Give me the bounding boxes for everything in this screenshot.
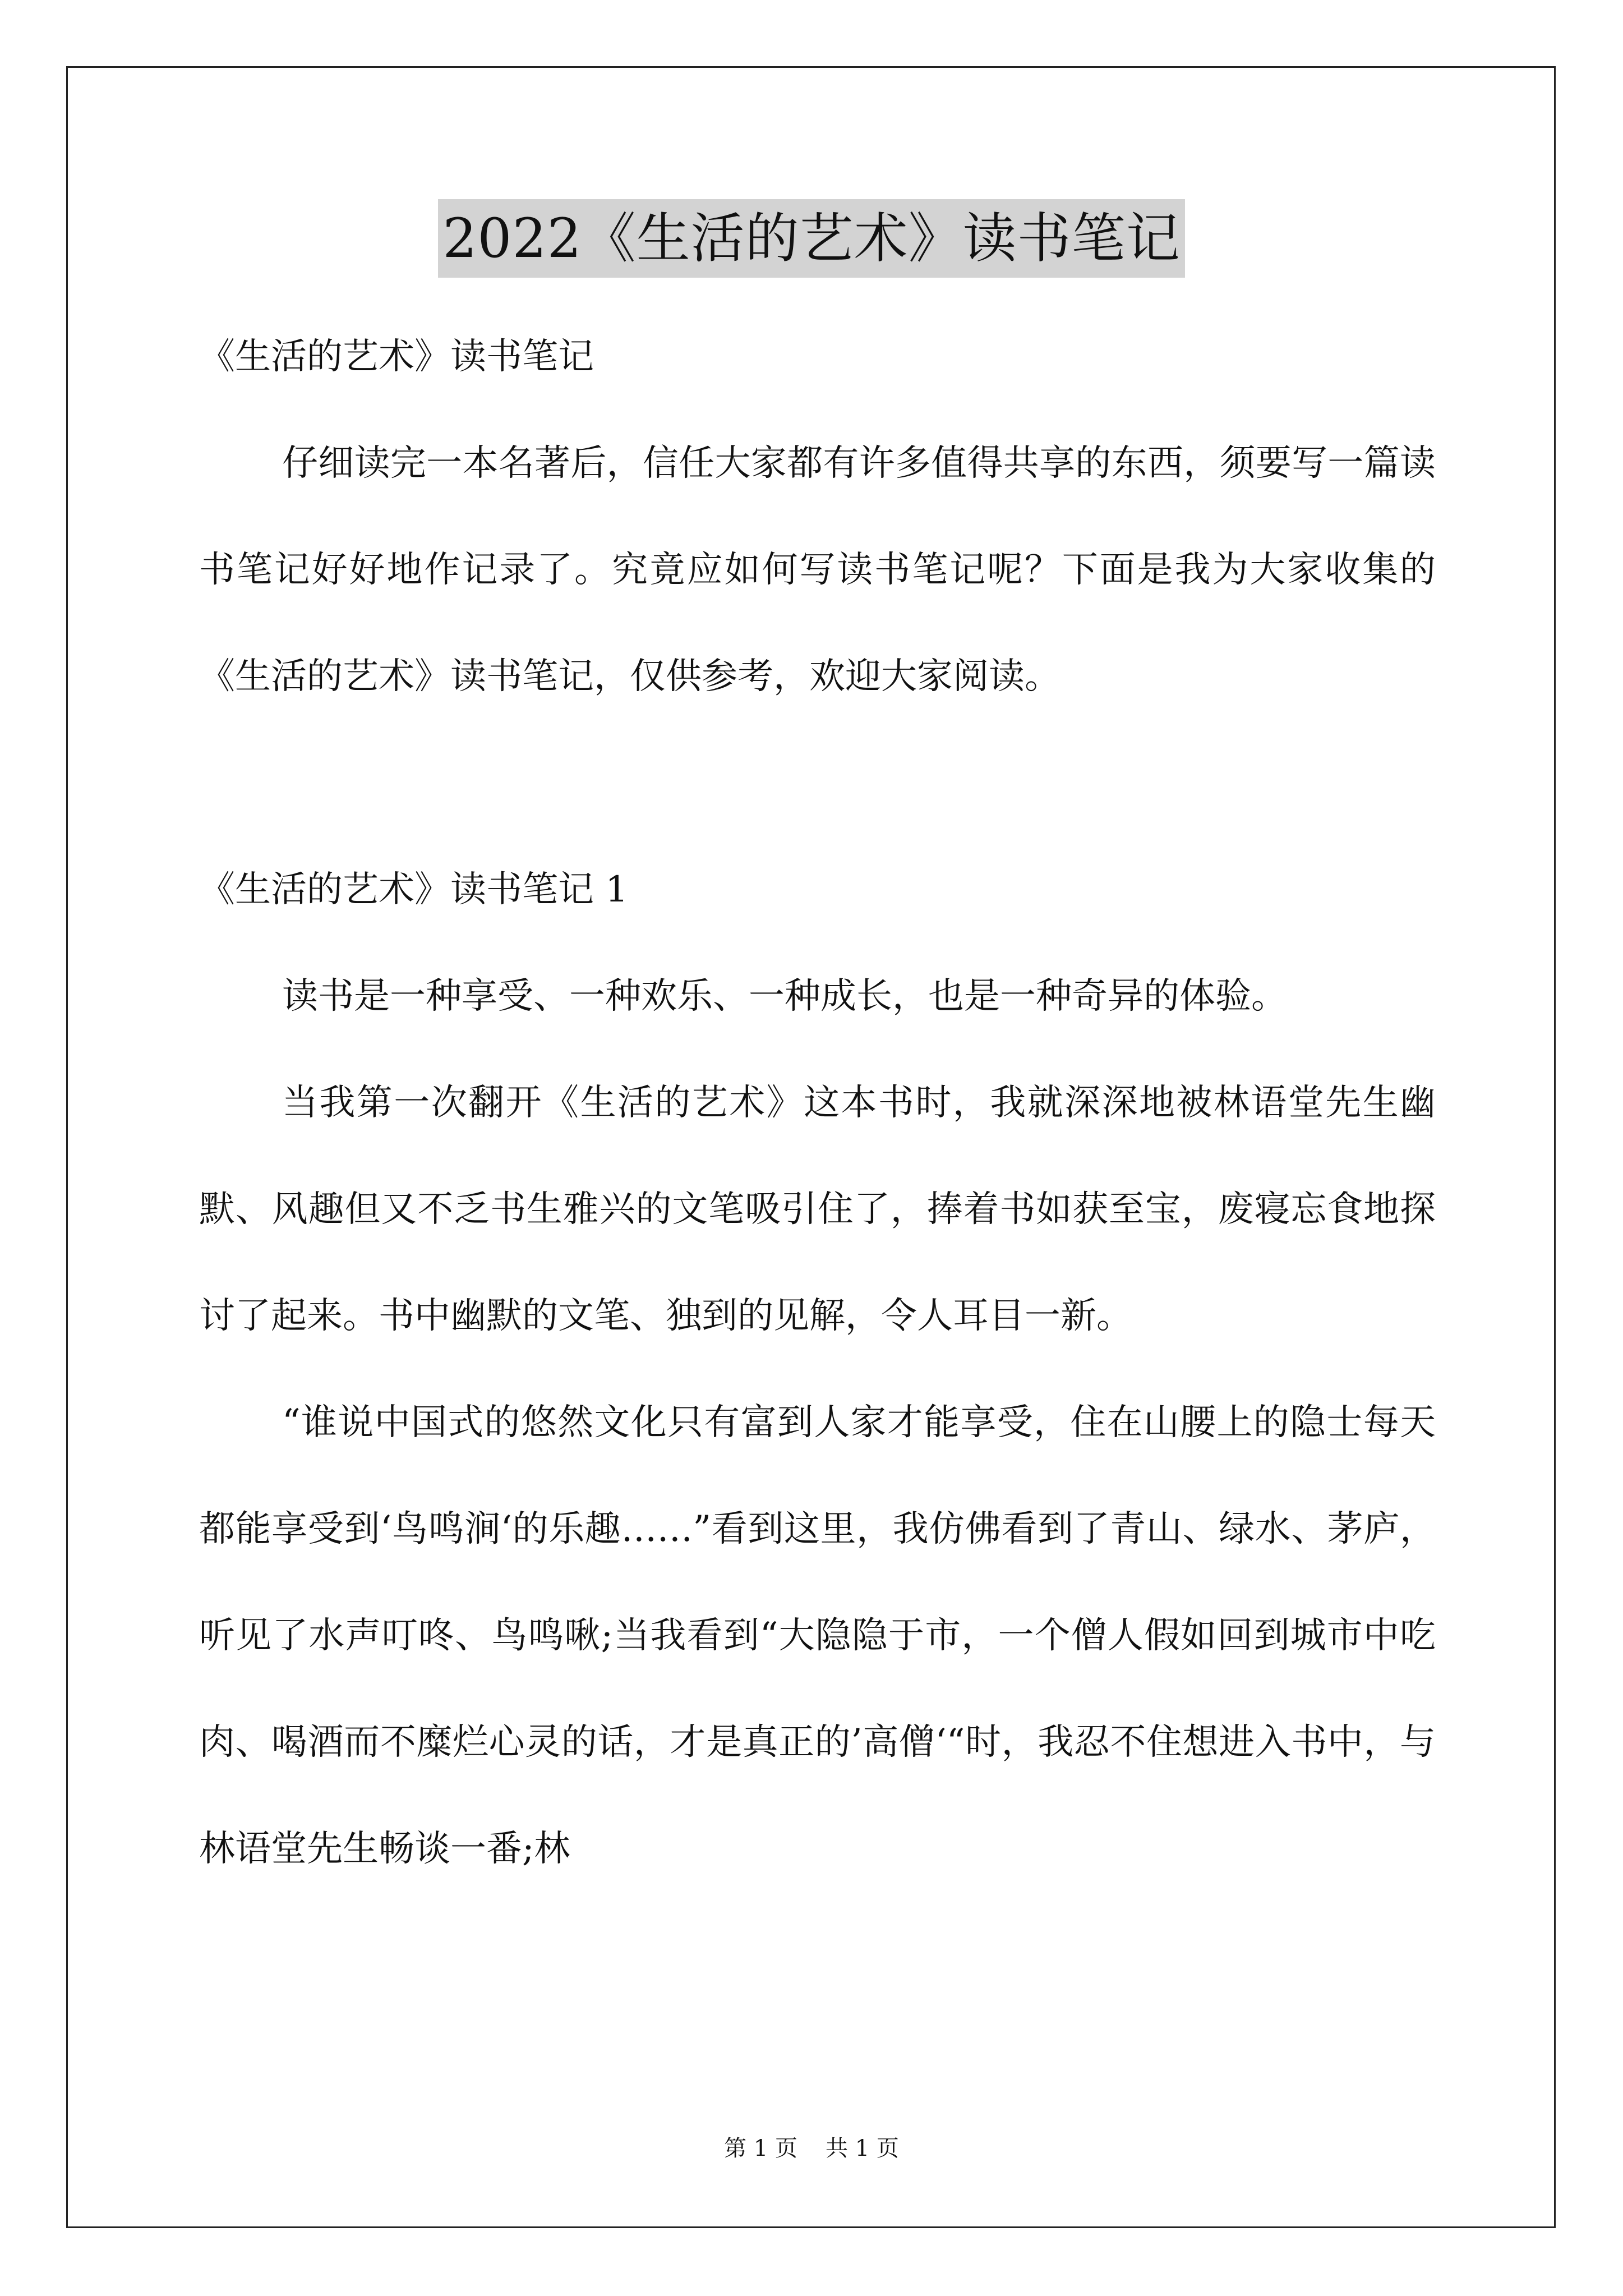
title-container <box>0 199 1623 278</box>
page-total: 共 1 页 <box>826 2136 899 2161</box>
document-title: 2022《生活的艺术》读书笔记 <box>438 199 1184 278</box>
page-number: 第 1 页 <box>724 2136 797 2161</box>
section-heading: 《生活的艺术》读书笔记 1 <box>199 869 629 910</box>
body-paragraph: “谁说中国式的悠然文化只有富到人家才能享受，住在山腰上的隐士每天都能享受到‘鸟鸣涧‘的乐趣……”看到这里，我仿佛看到了青山、绿水、茅庐，听见了水声叮咚、鸟鸣啾;当我看到“大隐隐于市，一个僧人假如回到城市中吃肉、喝酒而不糜烂心灵的话，才是真正的’高僧‘“时，我忍不住想进入书中，与林语堂先生畅谈一番;林 <box>199 1402 1436 1870</box>
body-paragraph: 读书是一种享受、一种欢乐、一种成长，也是一种奇异的体验。 <box>282 976 1287 1017</box>
document-body <box>199 303 1436 1902</box>
intro-paragraph: 仔细读完一本名著后，信任大家都有许多值得共享的东西，须要写一篇读书笔记好好地作记录了。究竟应如何写读书笔记呢？下面是我为大家收集的《生活的艺术》读书笔记，仅供参考，欢迎大家阅读。 <box>199 443 1436 697</box>
section-heading: 《生活的艺术》读书笔记 <box>199 336 594 378</box>
page-footer <box>0 2132 1623 2165</box>
body-paragraph: 当我第一次翻开《生活的艺术》这本书时，我就深深地被林语堂先生幽默、风趣但又不乏书生雅兴的文笔吸引住了，捧着书如获至宝，废寝忘食地探讨了起来。书中幽默的文笔、独到的见解，令人耳目一新。 <box>199 1082 1436 1337</box>
